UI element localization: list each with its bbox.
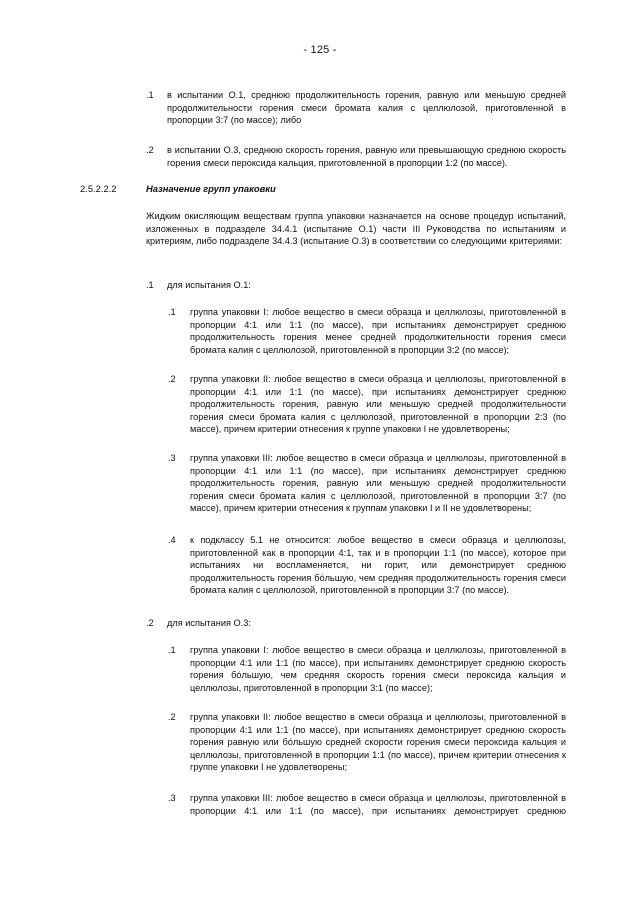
section-intro: Жидким окисляющим веществам группа упаковки назначается на основе процедур испытаний, изложенных в подразделе 34.4.1 (испытание О.1) части III Руководства по испытаниям и критериям, либо подразделе 34.4.3 (испытание О.3) в соответствии со следующими критериями: [146,211,566,247]
section-number: 2.5.2.2.2 [80,183,117,194]
item-number: .1 [146,280,154,290]
criterion-label: для испытания О.1: [167,280,251,290]
item-number: .1 [146,90,154,100]
item-text: группа упаковки II: любое вещество в смеси образца и целлюлозы, приготовленной в пропорции 4:1 или 1:1 (по массе), при испытаниях демонстрирует среднюю продолжительность горения, равную или меньшую средней продолжительности горения смеси бромата калия с целлюлозой, приготовленной в пропорции 2:3 (по массе), причем критерии отнесения к группе упаковки I не удовлетворены; [190,374,566,435]
section-title: Назначение групп упаковки [146,183,276,194]
item-text: в испытании О.3, среднюю скорость горения, равную или превышающую среднюю скорость горения смеси пероксида кальция, приготовленной в пропорции 1:2 (по массе). [167,145,566,168]
item-text: группа упаковки III: любое вещество в смеси образца и целлюлозы, приготовленной в пропорции 4:1 или 1:1 (по массе), при испытаниях демонстрирует среднюю [190,793,566,816]
item-number: .1 [168,307,176,317]
criterion-label: для испытания О.3: [167,618,251,628]
item-text: группа упаковки II: любое вещество в смеси образца и целлюлозы, приготовленной в пропорции 4:1 или 1:1 (по массе), при испытаниях демонстрирует среднюю скорость горения равную или бóльшую средней скорости горения смеси пероксида кальция и целлюлозы, приготовленной в пропорции 1:1 (по массе), причем критерии отнесения к группе упаковки I не удовлетворены; [190,712,566,773]
item-number: .3 [168,453,176,463]
item-number: .2 [168,712,176,722]
item-text: группа упаковки I: любое вещество в смеси образца и целлюлозы, приготовленной в пропорции 4:1 или 1:1 (по массе), при испытаниях демонстрирует среднюю продолжительность горения менее средней продолжительности горения смеси бромата калия с целлюлозой, приготовленной в пропорции 3:2 (по массе); [190,307,566,355]
item-number: .3 [168,793,176,803]
item-number: .2 [168,374,176,384]
item-text: группа упаковки III: любое вещество в смеси образца и целлюлозы, приготовленной в пропорции 4:1 или 1:1 (по массе), при испытаниях демонстрирует среднюю продолжительность горения, равную или меньшую средней продолжительности горения смеси бромата калия с целлюлозой, приготовленной в пропорции 3:7 (по массе), причем критерии отнесения к группам упаковки I и II не удовлетворены; [190,453,566,514]
item-number: .1 [168,645,176,655]
item-text: группа упаковки I: любое вещество в смеси образца и целлюлозы, приготовленной в пропорции 4:1 или 1:1 (по массе), при испытаниях демонстрирует среднюю скорость горения бóльшую, чем средняя скорость горения смеси пероксида кальция и целлюлозы, приготовленной в пропорции 3:1 (по массе); [190,645,566,693]
item-number: .4 [168,535,176,545]
page-number: - 125 - [303,44,337,56]
item-text: в испытании О.1, среднюю продолжительность горения, равную или меньшую средней продолжительности горения смеси бромата калия с целлюлозой, приготовленной в пропорции 3:7 (по массе); либо [167,90,566,126]
item-number: .2 [146,618,154,628]
item-text: к подклассу 5.1 не относится: любое вещество в смеси образца и целлюлозы, приготовленной как в пропорции 4:1, так и в пропорции 1:1 (по массе), которое при испытаниях ни воспламеняется, ни горит, или демонстрирует среднюю продолжительность горения бóльшую, чем средняя продолжительность горения смеси бромата калия с целлюлозой, приготовленной в пропорции 3:7 (по массе). [190,535,566,596]
item-number: .2 [146,145,154,155]
